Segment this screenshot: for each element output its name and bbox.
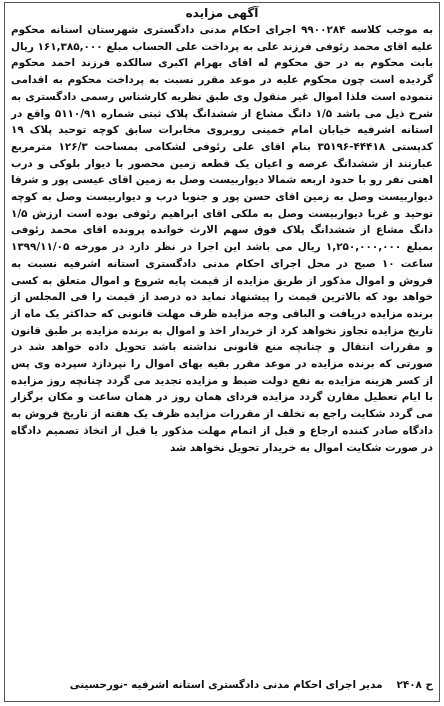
notice-reference-code: ح ۲۴۰۸ — [396, 679, 433, 691]
notice-signature: مدیر اجرای احکام مدنی دادگستری استانه اشرفیه -نورحسینی — [69, 679, 383, 691]
auction-notice — [4, 2, 440, 702]
notice-body-text: به موجب کلاسه ۹۹۰۰۲۸۴ اجرای احکام مدنی دادگستری شهرستان استانه محکوم علیه اقای محمد رئوفی فرزند علی به پرداخت علی الحساب مبلغ ۱۶۱,۳۸۵,۰۰۰ ریال بابت محکوم به در حق محکوم له اقای بهرام اکبری سالکده فرزند احمد محکوم گردیده است چون محکوم علیه در موعد مقرر نسبت به پرداخت محکوم به اقدامی ننموده است فلذا اموال غیر منقول وی طبق نظریه کارشناس رسمی دادگستری به شرح ذیل می باشد ۱/۵ دانگ مشاع از ششدانگ پلاک ثبتی شماره ۵۱۱۰/۹۱ واقع در استانه اشرفیه خیابان امام خمینی روبروی مخابرات سابق کوچه توحید پلاک ۱۹ کدپستی ۴۴۴۱۸-۳۵۱۹۶ بنام اقای علی رئوفی لشکامی بمساحت ۱۲۶/۳ مترمربع عبارتند از ششدانگ عرصه و اعیان یک قطعه زمین محصور با دیوار بلوکی و درب اهنی نفر رو با حدود اربعه شمالا دیواربیست وصل به زمین اقای عیسی پور و شرقا دیواربیست وصل به زمین اقای حسن پور و جنوبا درب و دیواربیست وصل به کوچه توحید و غربا دیواربیست وصل به ملکی اقای ابراهیم رئوفی بوده است ارزش ۱/۵ دانگ مشاع از ششدانگ پلاک فوق سهم الارث خوانده پرونده اقای محمد رئوفی بمبلغ ۱,۲۵۰,۰۰۰,۰۰۰ ریال می باشد این اجرا در نظر دارد در مورخه ۱۳۹۹/۱۱/۰۵ ساعت ۱۰ صبح در محل اجرای احکام مدنی دادگستری استانه اشرفیه نسبت به فروش و اموال مذکور از طریق مزایده از قیمت پایه شروع و اموال متعلق به کسی خواهد بود که بالاترین قیمت را پیشنهاد نماید ده درصد از قیمت را فی المجلس از برنده مزایده دریافت و الباقی وجه مزایده ظرف مهلت قانونی که حداکثر یک ماه از تاریخ مزایده تجاوز نخواهد کرد از خریدار اخذ و اموال به برنده مزایده بر طبق قانون و مقررات انتقال و چنانچه منع قانونی نداشته باشد تحویل داده خواهد شد در صورتی که برنده مزایده در موعد مقرر بقیه بهای اموال را نپردازد سپرده وی پس از کسر هزینه مزایده به نفع دولت ضبط و مزایده تجدید می گردد چنانچه روز مزایده با ایام تعطیل مقارن گردد مزایده فردای همان روز در همان ساعت و مکان برگزار می گردد شکایت راجع به تخلف از مقررات مزایده ظرف یک هفته از تاریخ فروش به دادگاه صادر کننده ارجاع و قبل از اتمام مهلت مذکور یا قبل از اتخاذ تصمیم دادگاه در صورت شکایت اموال به خریدار تحویل نخواهد شد — [11, 24, 433, 454]
notice-title: آگهی مزایده — [185, 6, 259, 20]
notice-footer — [11, 677, 433, 693]
